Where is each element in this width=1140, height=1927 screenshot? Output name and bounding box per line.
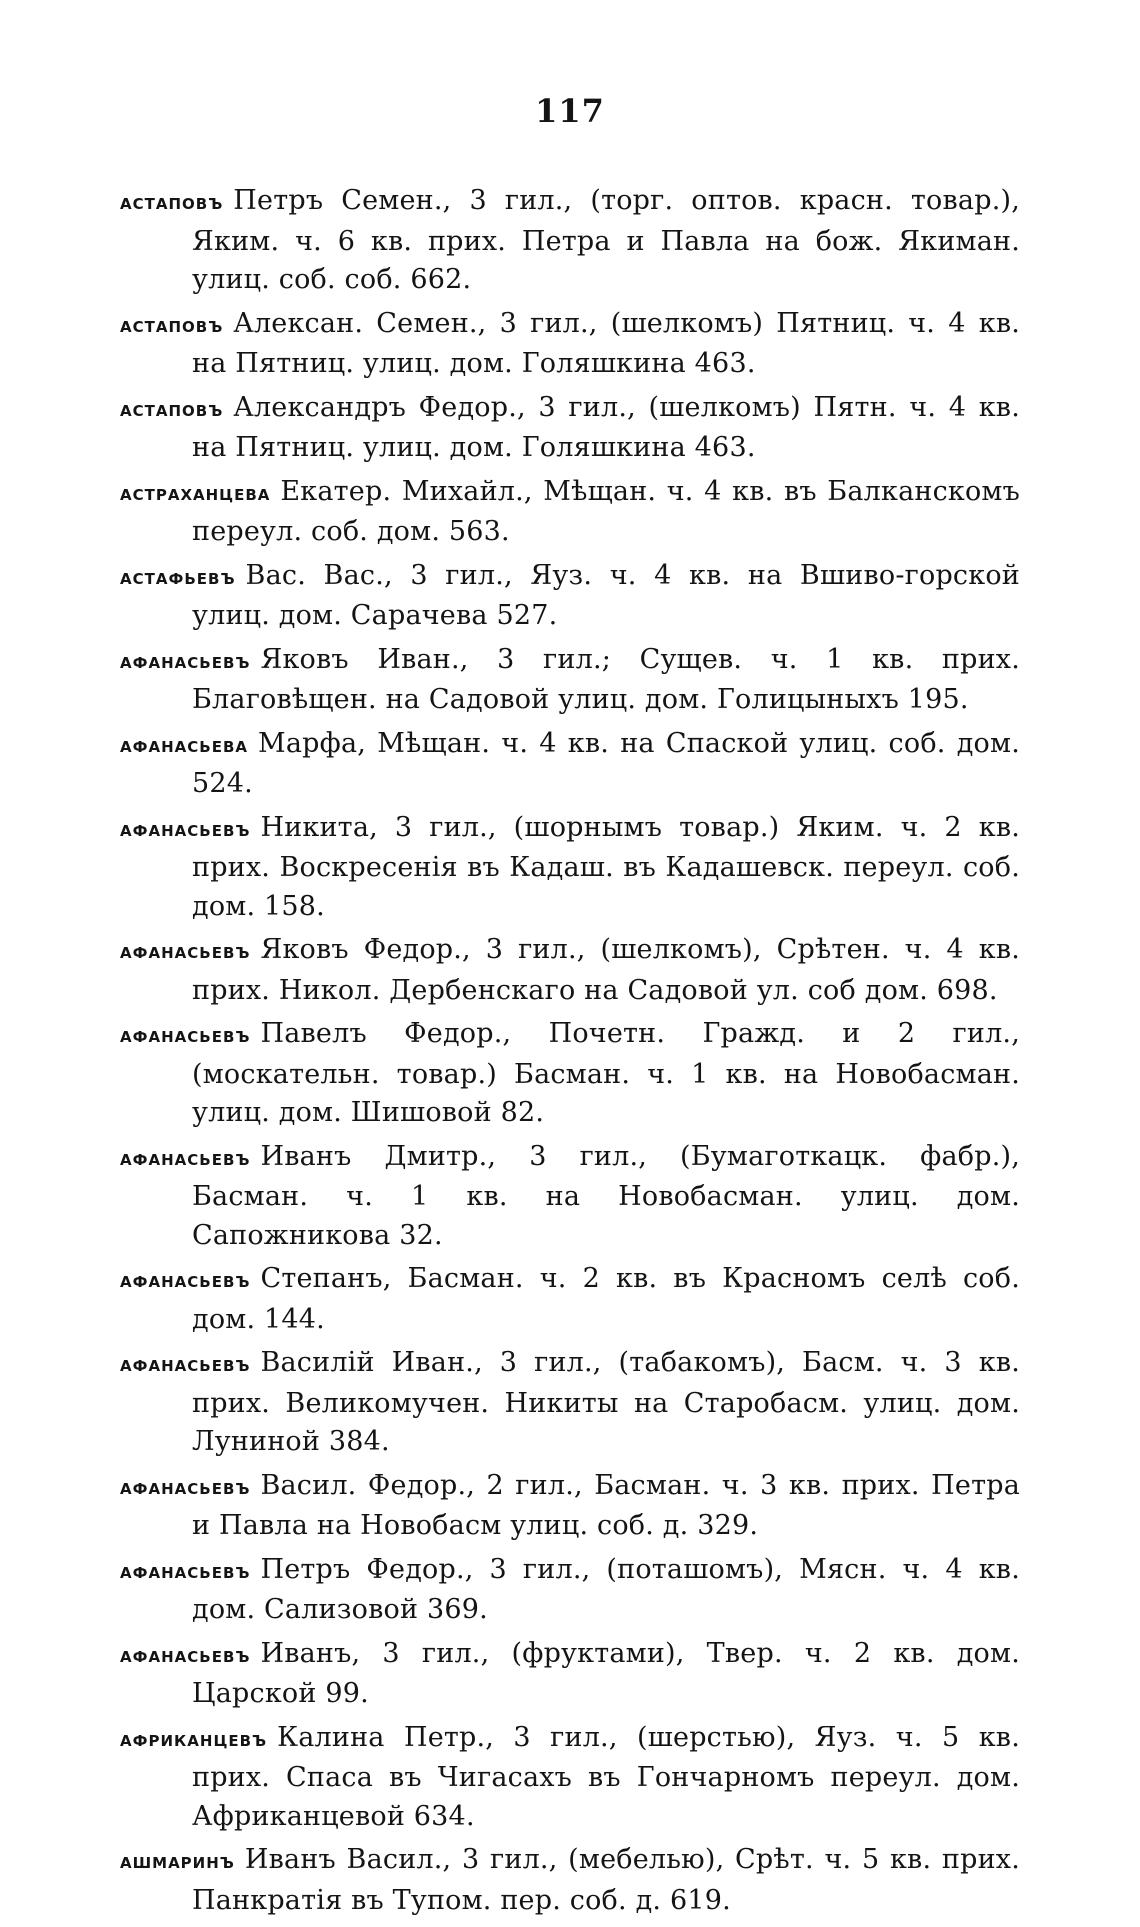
entry-surname: афанасьевъ <box>120 1474 251 1500</box>
directory-entry <box>120 1719 1020 1837</box>
directory-entry <box>120 931 1020 1010</box>
entry-surname: афанасьевъ <box>120 648 251 674</box>
entry-surname: ашмаринъ <box>120 1849 235 1874</box>
directory-entry <box>120 1635 1020 1714</box>
entry-text: Екатер. Михайл., Мѣщан. ч. 4 кв. въ Балканскомъ переул. соб. дом. 563. <box>192 475 1020 547</box>
entry-text: Иванъ Дмитр., 3 гил., (Бумаготкацк. фабр.), Басман. ч. 1 кв. на Новобасман. улиц. дом. Сапожникова 32. <box>192 1140 1020 1251</box>
entry-text: Калина Петр., 3 гил., (шерстью), Яуз. ч. 5 кв. прих. Спаса въ Чигасахъ въ Гончарномъ переул. дом. Африканцевой 634. <box>192 1721 1020 1832</box>
entry-text: Василій Иван., 3 гил., (табакомъ), Басм. ч. 3 кв. прих. Великомучен. Никиты на Старобасм. улиц. дом. Луниной 384. <box>192 1347 1020 1457</box>
entry-text: Александръ Федор., 3 гил., (шелкомъ) Пятн. ч. 4 кв. на Пятниц. улиц. дом. Голяшкина 463. <box>192 391 1020 463</box>
directory-entry <box>120 305 1020 384</box>
entry-text: Иванъ Васил., 3 гил., (мебелью), Срѣт. ч. 5 кв. прих. Панкратія въ Тупом. пер. соб. д. 619. <box>192 1844 1020 1916</box>
directory-entry <box>120 1551 1020 1630</box>
entry-surname: астафьевъ <box>120 564 236 590</box>
directory-entry <box>120 557 1020 636</box>
entry-surname: афанасьевъ <box>120 1352 251 1377</box>
entry-surname: астаповъ <box>120 312 224 338</box>
entry-list <box>120 182 1020 1925</box>
directory-entry <box>120 1841 1020 1920</box>
entry-surname: астраханцева <box>120 480 271 506</box>
directory-entry <box>120 1260 1020 1339</box>
entry-text: Петръ Семен., 3 гил., (торг. оптов. красн. товар.), Яким. ч. 6 кв. прих. Петра и Павла на бож. Якиман. улиц. соб. соб. 662. <box>192 185 1020 295</box>
directory-entry <box>120 725 1020 804</box>
entry-text: Яковъ Федор., 3 гил., (шелкомъ), Срѣтен. ч. 4 кв. прих. Никол. Дербенскаго на Садовой ул. соб дом. 698. <box>192 934 1020 1006</box>
entry-surname: астаповъ <box>120 396 224 422</box>
entry-surname: афанасьева <box>120 732 248 758</box>
entry-text: Иванъ, 3 гил., (фруктами), Твер. ч. 2 кв. дом. Царской 99. <box>192 1637 1020 1709</box>
entry-surname: африканцевъ <box>120 1726 268 1752</box>
entry-text: Алексан. Семен., 3 гил., (шелкомъ) Пятниц. ч. 4 кв. на Пятниц. улиц. дом. Голяшкина 463. <box>192 307 1020 379</box>
directory-entry <box>120 1467 1020 1546</box>
entry-surname: афанасьевъ <box>120 1023 251 1048</box>
page-number: 117 <box>535 92 605 130</box>
entry-surname: афанасьевъ <box>120 816 251 842</box>
directory-entry <box>120 641 1020 720</box>
entry-surname: афанасьевъ <box>120 1558 251 1584</box>
entry-surname: астаповъ <box>120 190 224 215</box>
entry-text: Никита, 3 гил., (шорнымъ товар.) Яким. ч. 2 кв. прих. Воскресенія въ Кадаш. въ Кадашевск. переул. соб. дом. 158. <box>192 811 1020 922</box>
directory-entry <box>120 1138 1020 1256</box>
entry-surname: афанасьевъ <box>120 1145 251 1171</box>
directory-entry <box>120 1015 1020 1133</box>
entry-text: Васил. Федор., 2 гил., Басман. ч. 3 кв. прих. Петра и Павла на Новобасм улиц. соб. д. 329. <box>192 1469 1020 1541</box>
entry-text: Вас. Вас., 3 гил., Яуз. ч. 4 кв. на Вшиво-горской улиц. дом. Сарачева 527. <box>192 559 1020 631</box>
entry-text: Степанъ, Басман. ч. 2 кв. въ Красномъ селѣ соб. дом. 144. <box>192 1263 1020 1335</box>
directory-entry <box>120 1344 1020 1462</box>
entry-text: Павелъ Федор., Почетн. Гражд. и 2 гил., (москательн. товар.) Басман. ч. 1 кв. на Новобасман. улиц. дом. Шишовой 82. <box>192 1018 1020 1128</box>
entry-text: Яковъ Иван., 3 гил.; Сущев. ч. 1 кв. прих. Благовѣщен. на Садовой улиц. дом. Голицыныхъ 195. <box>192 643 1020 715</box>
entry-surname: афанасьевъ <box>120 1268 251 1293</box>
directory-entry <box>120 182 1020 300</box>
directory-entry <box>120 809 1020 927</box>
entry-text: Петръ Федор., 3 гил., (поташомъ), Мясн. ч. 4 кв. дом. Сализовой 369. <box>192 1553 1020 1625</box>
entry-text: Марфа, Мѣщан. ч. 4 кв. на Спаской улиц. соб. дом. 524. <box>192 727 1020 799</box>
entry-surname: афанасьевъ <box>120 1642 251 1668</box>
entry-surname: афанасьевъ <box>120 939 251 964</box>
directory-entry <box>120 389 1020 468</box>
directory-entry <box>120 473 1020 552</box>
